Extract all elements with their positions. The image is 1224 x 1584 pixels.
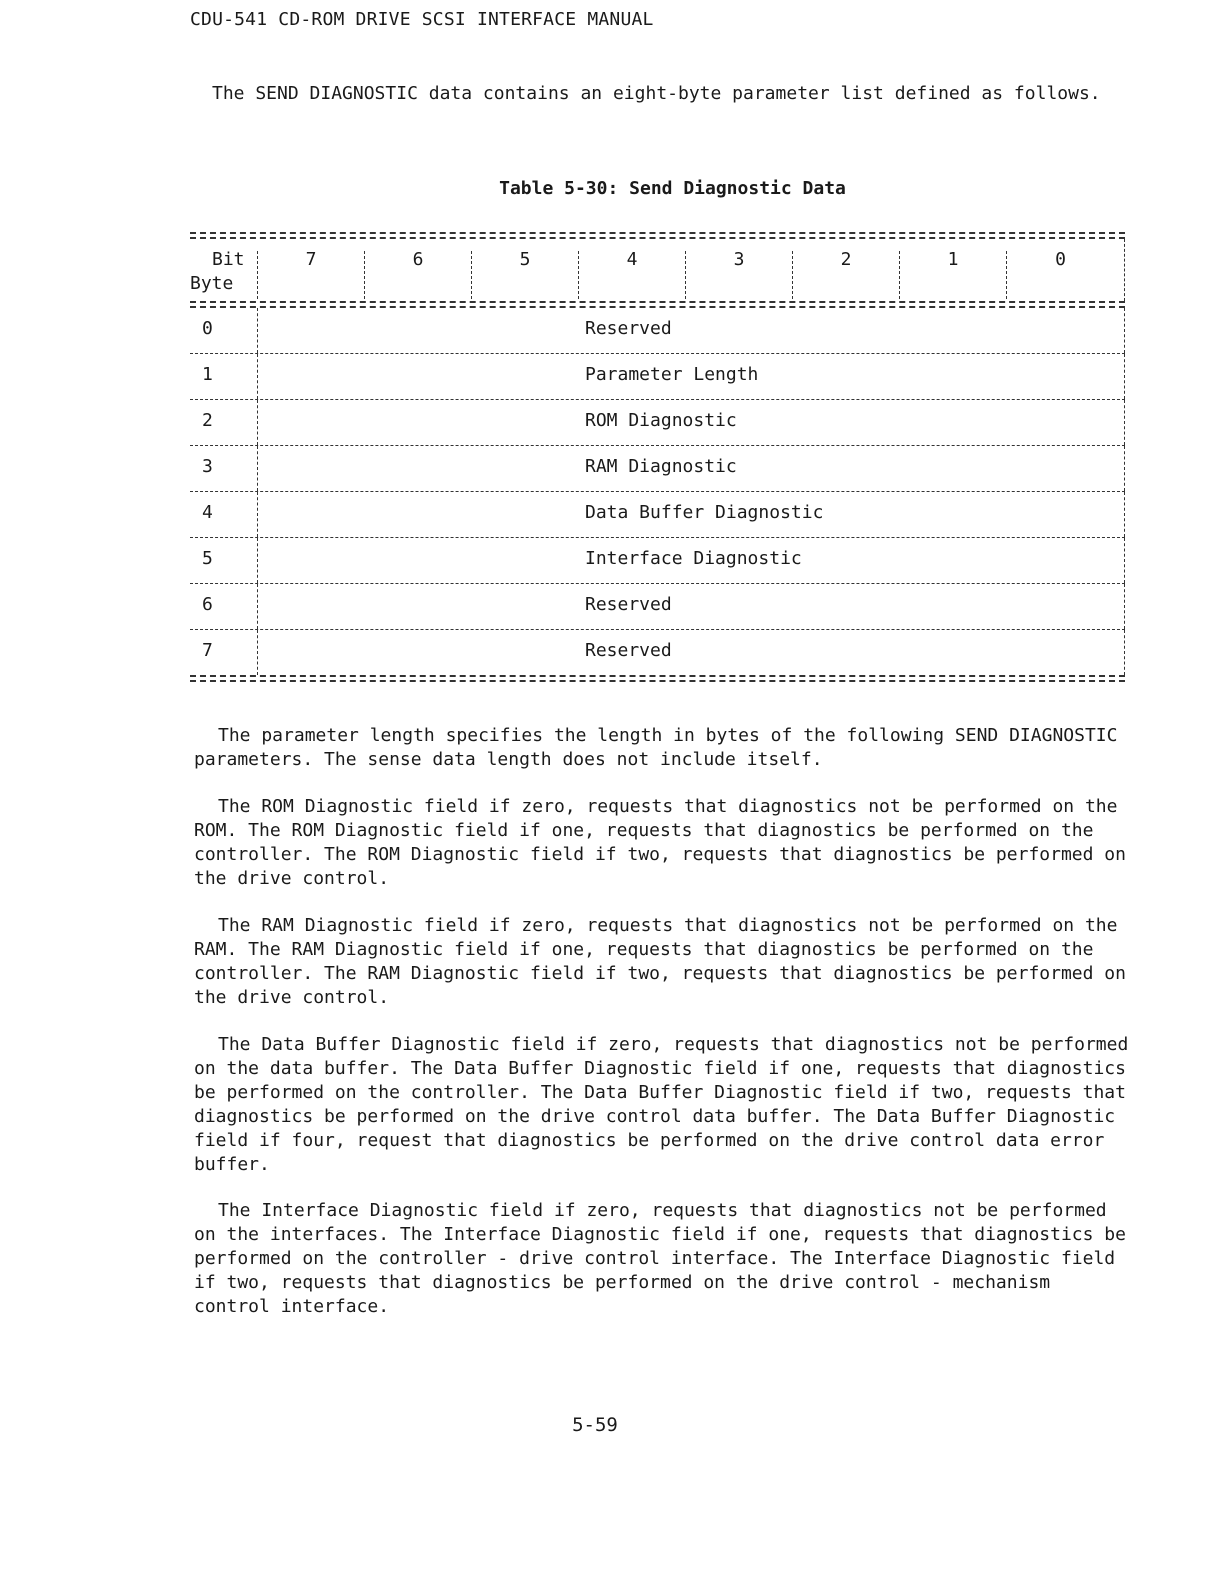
- byte-number: 1: [202, 364, 213, 385]
- byte-number: 2: [202, 410, 213, 431]
- field-name: Interface Diagnostic: [585, 548, 802, 569]
- field-name: Reserved: [585, 594, 672, 615]
- page-header: CDU-541 CD-ROM DRIVE SCSI INTERFACE MANUAL: [190, 9, 654, 30]
- field-name: Data Buffer Diagnostic: [585, 502, 824, 523]
- bit-label: Bit: [212, 249, 245, 270]
- table-row: [190, 354, 1125, 399]
- body-paragraph: The Data Buffer Diagnostic field if zero, requests that diagnostics not be performed on the data buffer. The Data Buffer Diagnostic field if one, requests that diagnostics be performed on the controller. The Data Buffer Diagnostic field if two, requests that diagnostics be performed on the drive control data buffer. The Data Buffer Diagnostic field if four, request that diagnostics be performed on the drive control data error buffer.: [194, 1034, 1129, 1175]
- body-paragraph: The RAM Diagnostic field if zero, requests that diagnostics not be performed on the RAM. The RAM Diagnostic field if one, requests that diagnostics be performed on the controller. The RAM Diagnostic field if two, requests that diagnostics be performed on the drive control.: [194, 915, 1126, 1008]
- byte-number: 3: [202, 456, 213, 477]
- bit-column-header: 4: [579, 251, 686, 299]
- byte-number: 6: [202, 594, 213, 615]
- byte-number: 4: [202, 502, 213, 523]
- table-row: [190, 538, 1125, 583]
- page-number: 5-59: [572, 1414, 618, 1436]
- table-row: [190, 446, 1125, 491]
- bit-column-header: 1: [900, 251, 1007, 299]
- send-diagnostic-table: [190, 232, 1125, 682]
- table-top-rule: [190, 232, 1125, 239]
- bit-column-header: 0: [1055, 249, 1066, 270]
- table-row: [190, 630, 1125, 675]
- bit-column-header: 2: [793, 251, 900, 299]
- table-header-row: [190, 239, 1125, 301]
- body-paragraph: The ROM Diagnostic field if zero, requests that diagnostics not be performed on the ROM. The ROM Diagnostic field if one, requests that diagnostics be performed on the controller. The ROM Diagnostic field if two, requests that diagnostics be performed on the drive control.: [194, 796, 1126, 889]
- bit-column-header: 7: [258, 251, 365, 299]
- body-paragraph: The parameter length specifies the length in bytes of the following SEND DIAGNOSTIC parameters. The sense data length does not include itself.: [194, 725, 1118, 770]
- byte-number: 5: [202, 548, 213, 569]
- bit-column-header: 6: [365, 251, 472, 299]
- table-row: [190, 400, 1125, 445]
- bit-column-header: 5: [472, 251, 579, 299]
- field-name: ROM Diagnostic: [585, 410, 737, 431]
- table-row: [190, 308, 1125, 353]
- table-row: [190, 492, 1125, 537]
- table-row: [190, 584, 1125, 629]
- table-caption: Table 5-30: Send Diagnostic Data: [499, 178, 846, 199]
- field-name: Parameter Length: [585, 364, 759, 385]
- byte-number: 7: [202, 640, 213, 661]
- byte-label: Byte: [190, 273, 234, 294]
- field-name: Reserved: [585, 640, 672, 661]
- intro-paragraph: The SEND DIAGNOSTIC data contains an eight-byte parameter list defined as follows.: [212, 83, 1101, 104]
- table-bottom-rule: [190, 675, 1125, 682]
- body-paragraph: The Interface Diagnostic field if zero, requests that diagnostics not be performed on the interfaces. The Interface Diagnostic field if one, requests that diagnostics be performed on the controller - drive control interface. The Interface Diagnostic field if two, requests that diagnostics be performed on the drive control - mechanism control interface.: [194, 1200, 1126, 1317]
- field-name: Reserved: [585, 318, 672, 339]
- field-name: RAM Diagnostic: [585, 456, 737, 477]
- byte-number: 0: [202, 318, 213, 339]
- table-header-rule: [190, 301, 1125, 308]
- bit-column-header: 3: [686, 251, 793, 299]
